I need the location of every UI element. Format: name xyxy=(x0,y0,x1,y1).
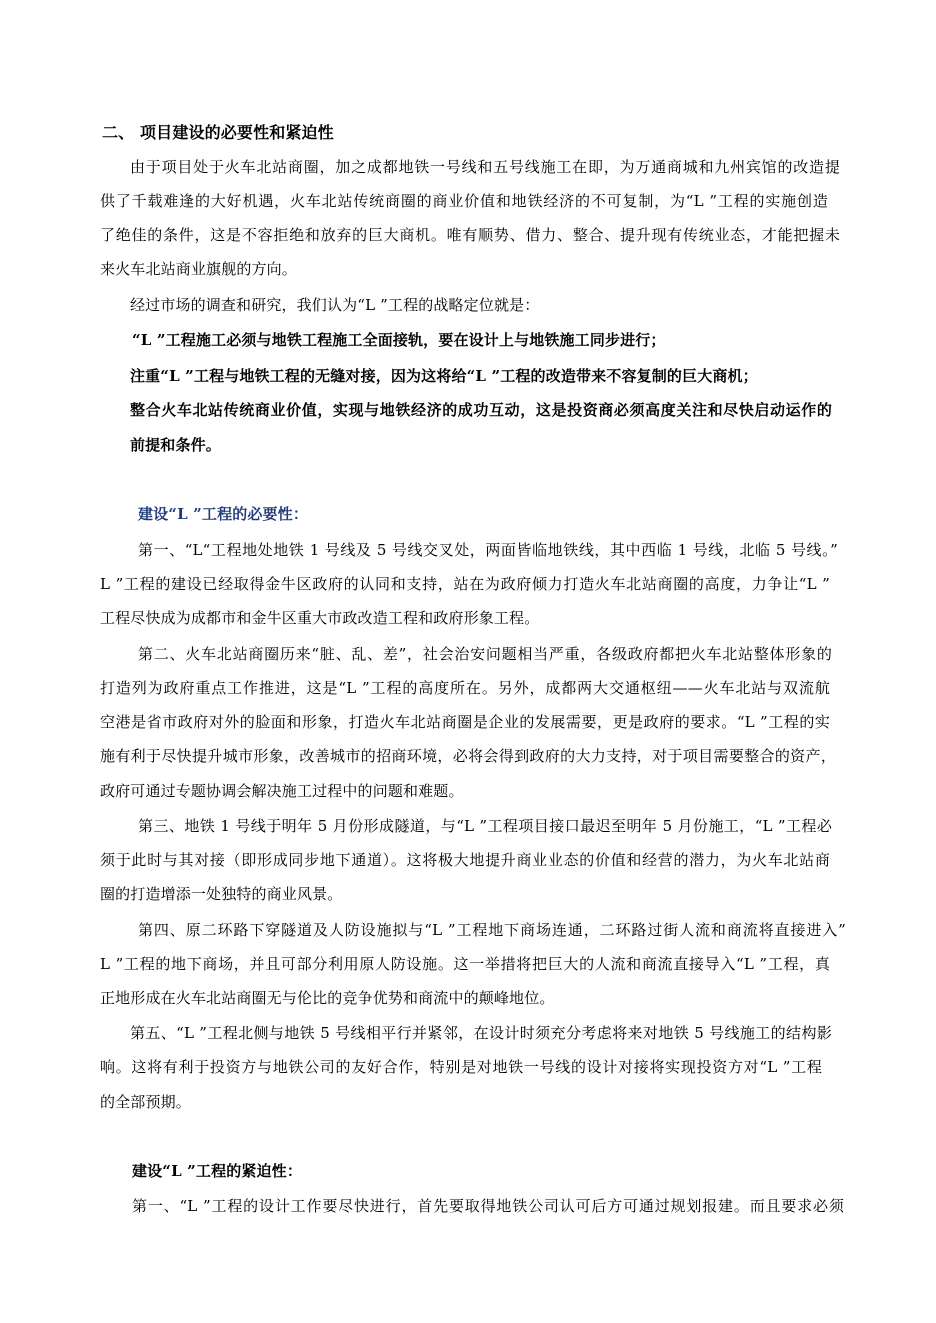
intro-paragraph-line: 由于项目处于火车北站商圈，加之成都地铁一号线和五号线施工在即，为万通商城和九州宾馆的改造提 xyxy=(130,158,840,176)
necessity-point-line: 第五、“L ”工程北侧与地铁 5 号线相平行并紧邻，在设计时须充分考虑将来对地铁 5 号线施工的结构影 xyxy=(130,1024,832,1042)
strategy-item: 前提和条件。 xyxy=(130,436,221,454)
necessity-point-line: 第一、“L“工程地处地铁 1 号线及 5 号线交叉处，两面皆临地铁线，其中西临 1 号线，北临 5 号线。” xyxy=(138,541,838,559)
strategy-item: 注重“L ”工程与地铁工程的无缝对接，因为这将给“L ”工程的改造带来不容复制的巨大商机； xyxy=(130,367,758,385)
necessity-heading: 建设“L ”工程的必要性： xyxy=(138,505,308,523)
necessity-point-line: L ”工程的地下商场，并且可部分利用原人防设施。这一举措将把巨大的人流和商流直接导入“L ”工程，真 xyxy=(100,955,830,973)
necessity-point-line: 须于此时与其对接（即形成同步地下通道）。这将极大地提升商业业态的价值和经营的潜力，为火车北站商 xyxy=(100,851,830,869)
necessity-point-line: 空港是省市政府对外的脸面和形象，打造火车北站商圈是企业的发展需要，更是政府的要求。“L ”工程的实 xyxy=(100,713,830,731)
strategy-item: 整合火车北站传统商业价值，实现与地铁经济的成功互动，这是投资商必须高度关注和尽快启动运作的 xyxy=(130,401,832,419)
intro-paragraph: 经过市场的调查和研究，我们认为“L ”工程的战略定位就是： xyxy=(130,296,540,314)
necessity-point-line: 工程尽快成为成都市和金牛区重大市政改造工程和政府形象工程。 xyxy=(100,609,540,627)
intro-paragraph-line: 了绝佳的条件，这是不容拒绝和放弃的巨大商机。唯有顺势、借力、整合、提升现有传统业态，才能把握未 xyxy=(100,226,840,244)
intro-paragraph-line: 供了千载难逢的大好机遇，火车北站传统商圈的商业价值和地铁经济的不可复制，为“L ”工程的实施创造 xyxy=(100,192,828,210)
necessity-point-line: 第四、原二环路下穿隧道及人防设施拟与“L ”工程地下商场连通，二环路过街人流和商流将直接进入” xyxy=(138,921,846,939)
necessity-point-line: L ”工程的建设已经取得金牛区政府的认同和支持，站在为政府倾力打造火车北站商圈的高度，力争让“L ” xyxy=(100,575,830,593)
necessity-point-line: 第三、地铁 1 号线于明年 5 月份形成隧道，与“L ”工程项目接口最迟至明年 5 月份施工，“L ”工程必 xyxy=(138,817,832,835)
necessity-point-line: 打造列为政府重点工作推进，这是“L ”工程的高度所在。另外，成都两大交通枢纽——火车北站与双流航 xyxy=(100,679,830,697)
urgency-heading: 建设“L ”工程的紧迫性： xyxy=(132,1162,302,1180)
necessity-point-line: 圈的打造增添一处独特的商业风景。 xyxy=(100,885,343,903)
necessity-point-line: 施有利于尽快提升城市形象，改善城市的招商环境，必将会得到政府的大力支持，对于项目需要整合的资产， xyxy=(100,747,836,765)
strategy-item: “L ”工程施工必须与地铁工程施工全面接轨，要在设计上与地铁施工同步进行； xyxy=(132,331,666,349)
necessity-point-line: 政府可通过专题协调会解决施工过程中的问题和难题。 xyxy=(100,782,464,800)
necessity-point-line: 响。这将有利于投资方与地铁公司的友好合作，特别是对地铁一号线的设计对接将实现投资方对“L ”工程 xyxy=(100,1058,822,1076)
necessity-point-line: 第二、火车北站商圈历来“脏、乱、差”，社会治安问题相当严重，各级政府都把火车北站整体形象的 xyxy=(138,645,832,663)
necessity-point-line: 的全部预期。 xyxy=(100,1093,191,1111)
urgency-point-line: 第一、“L ”工程的设计工作要尽快进行，首先要取得地铁公司认可后方可通过规划报建。而且要求必须 xyxy=(132,1197,844,1215)
intro-paragraph-line: 来火车北站商业旗舰的方向。 xyxy=(100,260,297,278)
section-title: 二、 项目建设的必要性和紧迫性 xyxy=(102,123,334,142)
necessity-point-line: 正地形成在火车北站商圈无与伦比的竞争优势和商流中的颠峰地位。 xyxy=(100,989,555,1007)
